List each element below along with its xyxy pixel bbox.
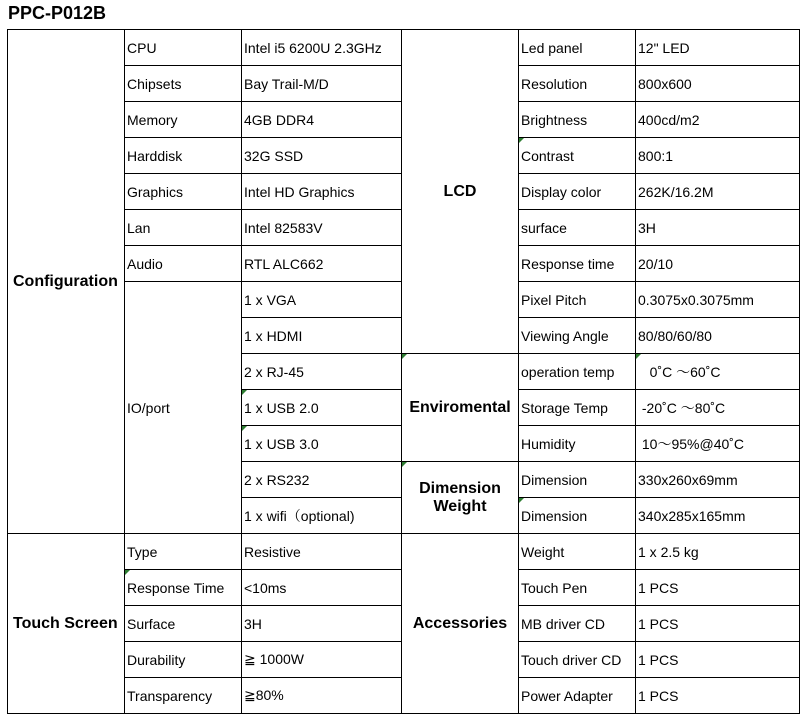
spec-label: Dimension — [519, 462, 636, 498]
spec-value: 32G SSD — [242, 138, 402, 174]
spec-label: Memory — [125, 102, 242, 138]
group-environmental: Enviromental — [402, 354, 519, 462]
spec-value: 1 PCS — [636, 570, 800, 606]
group-lcd: LCD — [402, 30, 519, 354]
spec-label: Durability — [125, 642, 242, 678]
table-row — [8, 30, 800, 66]
group-weight-label: Weight — [433, 497, 487, 515]
spec-value: 1 x wifi（optional) — [242, 498, 402, 534]
spec-value: 1 x 2.5 kg — [636, 534, 800, 570]
spec-value: 1 x VGA — [242, 282, 402, 318]
spec-value: RTL ALC662 — [242, 246, 402, 282]
spec-value: 2 x RJ-45 — [242, 354, 402, 390]
group-dimension-label: Dimension — [419, 479, 501, 497]
spec-value: 80/80/60/80 — [636, 318, 800, 354]
spec-value: 262K/16.2M — [636, 174, 800, 210]
spec-value: -20˚C ～80˚C — [636, 390, 800, 426]
spec-label: Contrast — [519, 138, 636, 174]
spec-value: Resistive — [242, 534, 402, 570]
spec-value: 340x285x165mm — [636, 498, 800, 534]
spec-label: Led panel — [519, 30, 636, 66]
spec-value: ≧ 1000W — [242, 642, 402, 678]
spec-label: Humidity — [519, 426, 636, 462]
spec-value: 12" LED — [636, 30, 800, 66]
spec-value: 1 PCS — [636, 678, 800, 714]
spec-value: 3H — [242, 606, 402, 642]
spec-label: Viewing Angle — [519, 318, 636, 354]
spec-value: 0˚C ～60˚C — [636, 354, 800, 390]
spec-label: Pixel Pitch — [519, 282, 636, 318]
spec-value: Intel HD Graphics — [242, 174, 402, 210]
group-configuration: Configuration — [8, 30, 125, 534]
spec-label: MB driver CD — [519, 606, 636, 642]
spec-value: 400cd/m2 — [636, 102, 800, 138]
group-dimension-weight — [402, 462, 519, 534]
page-title: PPC-P012B — [8, 3, 107, 23]
spec-value: 800x600 — [636, 66, 800, 102]
spec-label: Type — [125, 534, 242, 570]
spec-label: Weight — [519, 534, 636, 570]
spec-label: Surface — [125, 606, 242, 642]
spec-value: ≧80% — [242, 678, 402, 714]
spec-label: operation temp — [519, 354, 636, 390]
spec-label: Storage Temp — [519, 390, 636, 426]
spec-value: Bay Trail-M/D — [242, 66, 402, 102]
spec-value: 1 x USB 3.0 — [242, 426, 402, 462]
spec-value: 800:1 — [636, 138, 800, 174]
spec-value: 1 PCS — [636, 642, 800, 678]
spec-label: Dimension — [519, 498, 636, 534]
spec-value: 330x260x69mm — [636, 462, 800, 498]
spec-value: Intel 82583V — [242, 210, 402, 246]
spec-label: Resolution — [519, 66, 636, 102]
group-touch-screen: Touch Screen — [8, 534, 125, 714]
group-accessories: Accessories — [402, 534, 519, 714]
spec-label-io: IO/port — [125, 282, 242, 534]
spec-table — [7, 29, 800, 714]
spec-value: 4GB DDR4 — [242, 102, 402, 138]
spec-label: Response time — [519, 246, 636, 282]
spec-label: Graphics — [125, 174, 242, 210]
spec-value: 0.3075x0.3075mm — [636, 282, 800, 318]
spec-label: Transparency — [125, 678, 242, 714]
spec-value: Intel i5 6200U 2.3GHz — [242, 30, 402, 66]
spec-label: surface — [519, 210, 636, 246]
spec-label: Harddisk — [125, 138, 242, 174]
table-row — [8, 534, 800, 570]
spec-label: Response Time — [125, 570, 242, 606]
spec-value: 2 x RS232 — [242, 462, 402, 498]
spec-value: 3H — [636, 210, 800, 246]
spec-label: CPU — [125, 30, 242, 66]
spec-value: 10～95%@40˚C — [636, 426, 800, 462]
spec-value: 1 PCS — [636, 606, 800, 642]
spec-label: Chipsets — [125, 66, 242, 102]
spec-value: 1 x HDMI — [242, 318, 402, 354]
spec-label: Brightness — [519, 102, 636, 138]
spec-label: Touch Pen — [519, 570, 636, 606]
spec-label: Power Adapter — [519, 678, 636, 714]
spec-value: 20/10 — [636, 246, 800, 282]
spec-value: 1 x USB 2.0 — [242, 390, 402, 426]
spec-label: Audio — [125, 246, 242, 282]
spec-label: Lan — [125, 210, 242, 246]
spec-label: Touch driver CD — [519, 642, 636, 678]
spec-value: <10ms — [242, 570, 402, 606]
spec-label: Display color — [519, 174, 636, 210]
